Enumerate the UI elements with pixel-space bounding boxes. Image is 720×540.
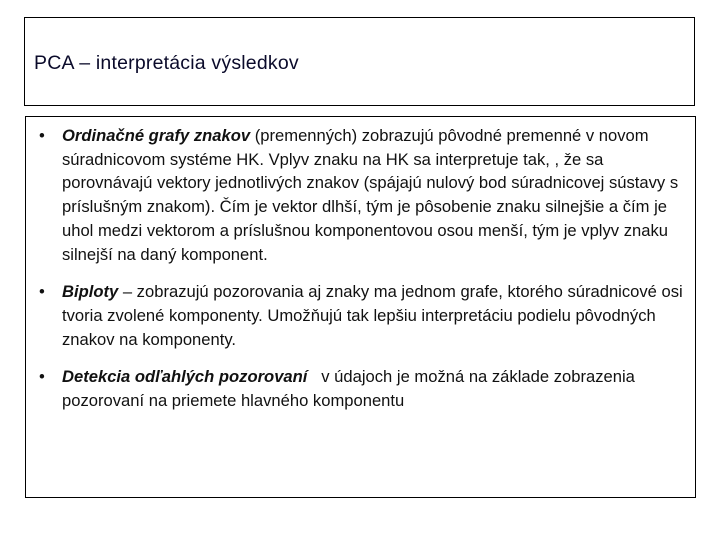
bullet-marker: • [39, 126, 45, 145]
bullet-lead: Ordinačné grafy znakov [62, 126, 251, 145]
bullet-text: (premenných) zobrazujú pôvodné premenné v novom súradnicovom systéme HK. Vplyv znaku na HK sa interpretuje tak, , že sa porovnávajú vektory jednotlivých znakov (spájajú nulový bod súradnicovej sústavy s príslušným znakom). Čím je vektor dlhší, tým je pôsobenie znaku silnejšie a čím je uhol medzi vektorom a príslušnou komponentovou osou menší, tým je vplyv znaku silnejší na daný komponent. [62, 126, 679, 264]
bullet-marker: • [39, 282, 45, 302]
bullet-marker: • [39, 367, 45, 387]
bullet-list [36, 124, 690, 427]
bullet-text: – zobrazujú pozorovania aj znaky ma jednom grafe, ktorého súradnicové osi tvoria zvolené komponenty. Umožňujú tak lepšiu interpretáciu podielu pôvodných znakov na komponenty. [62, 282, 683, 349]
bullet-item-biplots [36, 280, 690, 351]
bullet-lead: Detekcia odľahlých pozorovaní [62, 367, 308, 387]
bullet-item-ordination-plots [36, 124, 690, 266]
bullet-text: v údajoch je možná na základe zobrazenia pozorovaní na priemete hlavného komponentu [62, 367, 640, 411]
slide-title: PCA – interpretácia výsledkov [34, 52, 299, 74]
bullet-lead: Biploty [62, 282, 119, 302]
title-box [24, 17, 695, 106]
bullet-item-outlier-detection [36, 365, 690, 412]
content-box [25, 116, 696, 498]
